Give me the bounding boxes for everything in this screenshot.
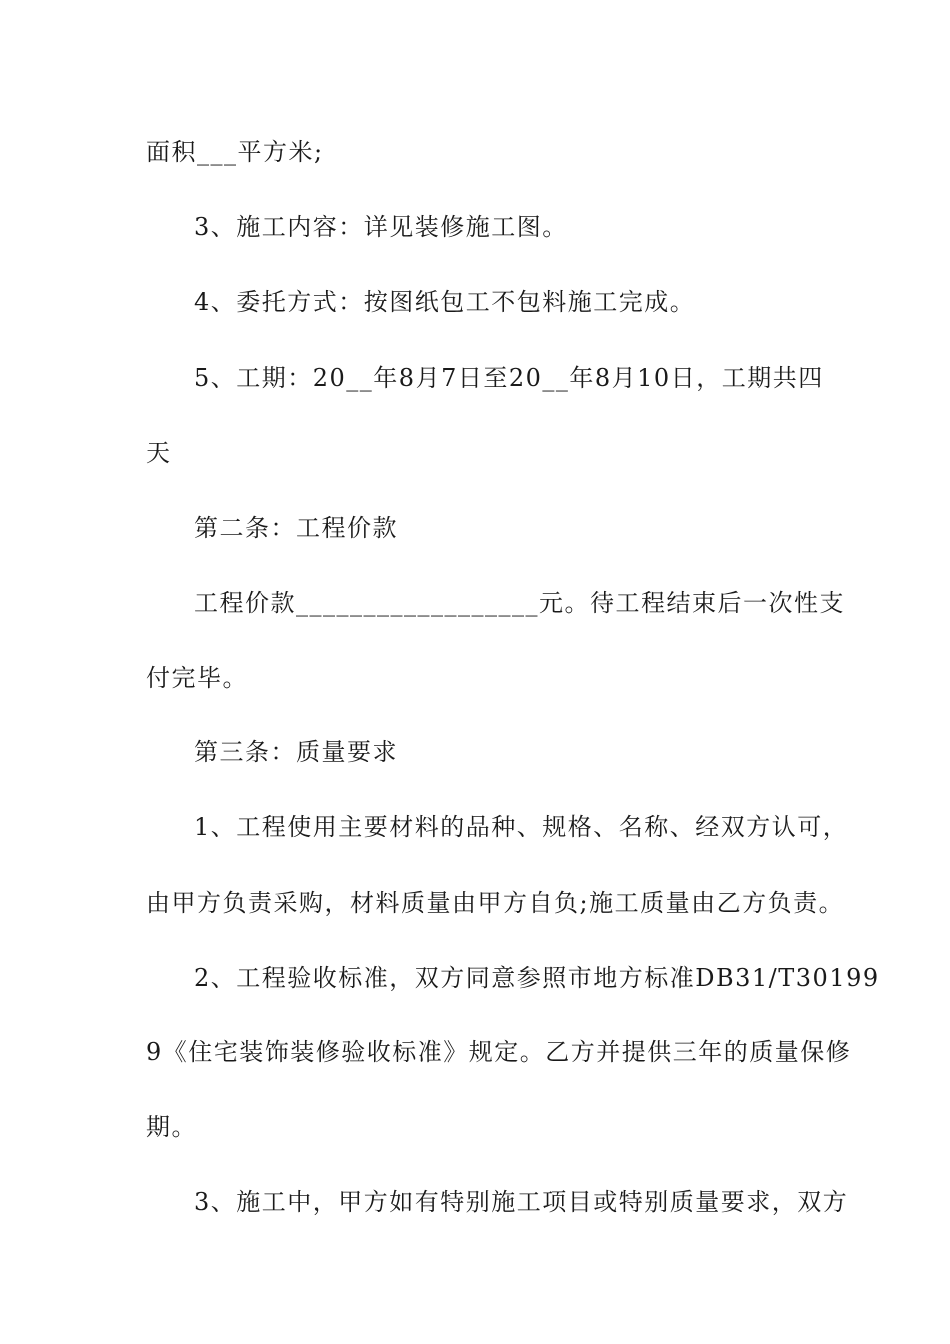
paragraph-line: 2、工程验收标准，双方同意参照市地方标准DB31/T30199 [194, 964, 880, 992]
paragraph-line: 工程价款__________________元。待工程结束后一次性支 [194, 589, 845, 617]
paragraph-line: 期。 [146, 1113, 197, 1141]
paragraph-line: 1、工程使用主要材料的品种、规格、名称、经双方认可， [194, 813, 849, 841]
paragraph-line: 4、委托方式：按图纸包工不包料施工完成。 [194, 288, 696, 316]
paragraph-line: 3、施工中，甲方如有特别施工项目或特别质量要求，双方 [194, 1188, 849, 1216]
section-heading: 第二条：工程价款 [194, 514, 398, 542]
paragraph-line: 5、工期：20__年8月7日至20__年8月10日，工期共四 [194, 364, 824, 392]
paragraph-line: 由甲方负责采购，材料质量由甲方自负;施工质量由乙方负责。 [146, 889, 845, 917]
paragraph-line: 付完毕。 [146, 664, 248, 692]
paragraph-line: 面积___平方米; [146, 138, 324, 166]
paragraph-line: 3、施工内容：详见装修施工图。 [194, 213, 568, 241]
section-heading: 第三条：质量要求 [194, 738, 398, 766]
paragraph-line: 天 [146, 439, 172, 467]
paragraph-line: 9《住宅装饰装修验收标准》规定。乙方并提供三年的质量保修 [146, 1038, 852, 1066]
